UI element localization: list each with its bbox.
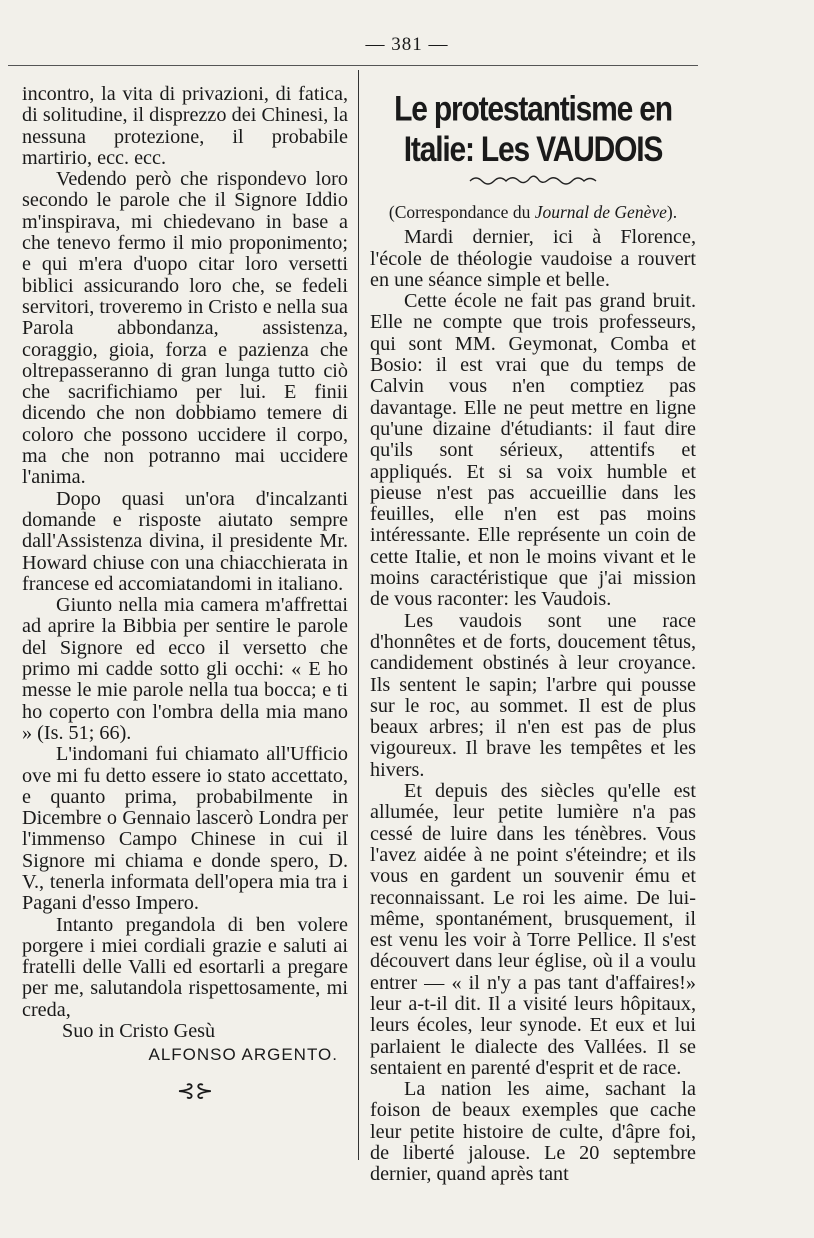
article-title: Le protestantisme en Italie: Les VAUDOIS [394, 90, 672, 170]
page-number: — 381 — [365, 34, 449, 55]
right-paragraph-1: Mardi dernier, ici à Florence, l'école de théologie vaudoise a rouvert en une séance simple et belle. [370, 226, 696, 291]
letter-author: ALFONSO ARGENTO. [148, 1045, 338, 1065]
left-paragraph-3: Dopo quasi un'ora d'incalzanti domande e risposte aiutato sempre dall'Assistenza divina, il presidente Mr. Howard chiuse con una chiacchierata in francese ed accomiatandomi in italiano. [22, 487, 348, 595]
left-column [22, 84, 348, 1101]
right-paragraph-2: Cette école ne fait pas grand bruit. Elle ne compte que trois professeurs, qui sont MM. Geymonat, Comba et Bosio: il est vrai que du temps de Calvin vous n'en comptiez pas davantage. Elle ne peut mettre en ligne qu'une dizaine d'étudiants: il faut dire qu'ils sont sérieux, attentifs et appliqués. Et si sa voix humble et pieuse n'est pas accueillie dans les feuilles, elle n'en est pas moins intéressante. Elle représente un coin de cette Italie, et non le moins vivant et le moins caractéristique que j'ai mission de vous raconter: les Vaudois. [370, 290, 696, 611]
column-divider [358, 70, 359, 1160]
correspondence-line [370, 202, 696, 223]
right-column [370, 84, 696, 1186]
title-flourish-icon [370, 172, 696, 192]
letter-signoff: Suo in Cristo Gesù [62, 1020, 216, 1043]
left-paragraph-5: L'indomani fui chiamato all'Ufficio ove mi fu detto essere io stato accettato, e quanto prima, probabilmente in Dicembre o Gennaio lascerò Londra per l'immenso Campo Chinese in cui il Signore mi chiama e donde spero, D. V., tenerla informata dell'opera mia tra i Pagani d'esso Impero. [22, 743, 348, 915]
end-ornament-icon: ⊰⊱ [176, 1077, 214, 1103]
right-paragraph-5: La nation les aime, sachant la foison de beaux exemples que cache leur petite histoire de culte, d'âpre foi, de liberté jalouse. Le 20 septembre dernier, quand après tant [370, 1078, 696, 1186]
right-paragraph-4: Et depuis des siècles qu'elle est allumée, leur petite lumière n'a pas cessé de luire dans les ténèbres. Vous l'avez aidée à ne point s'éteindre; et ils vous en gardent un souvenir ému et reconnaissant. Le roi les aime. De lui-même, spontanément, brusquement, il est venu les voir à Torre Pellice. Il s'est découvert dans leur église, où il a voulu entrer — « il n'y a pas tant d'affaires!» leur a-t-il dit. Il a visité leurs hôpitaux, leurs écoles, leur synode. Et eux et lui parlaient le dialecte des Vallées. Il se sentaient en parenté d'esprit et de race. [370, 780, 696, 1079]
left-paragraph-6: Intanto pregandola di ben volere porgere i miei cordiali grazie e saluti ai fratelli delle Valli ed esortarli a pregare per me, salutandola rispettosamente, mi creda, [22, 913, 348, 1021]
correspondence-prefix: (Correspondance du [388, 202, 535, 222]
right-paragraph-3: Les vaudois sont une race d'honnêtes et de forts, doucement têtus, candidement obstinés à leur croyance. Ils sentent le sapin; l'arbre qui pousse sur le roc, au sommet. Il est de plus beaux arbres; il n'en est pas de plus vigoureux. Il brave les tempêtes et les hivers. [370, 609, 696, 781]
left-paragraph-4: Giunto nella mia camera m'affrettai ad aprire la Bibbia per sentire le parole del Signore ed ecco il versetto che primo mi cadde sotto gli occhi: « E ho messe le mie parole nella tua bocca; e ti ho coperto con l'ombra della mia mano » (Is. 51; 66). [22, 594, 348, 744]
correspondence-suffix: ). [666, 202, 678, 222]
left-paragraph-1: incontro, la vita di privazioni, di fatica, di solitudine, il disprezzo dei Chinesi, la nessuna protezione, il probabile martirio, ecc. ecc. [22, 83, 348, 169]
header-rule [8, 65, 698, 66]
left-paragraph-2: Vedendo però che rispondevo loro secondo le parole che il Signore Iddio m'inspirava, mi chiedevano in base a che tenevo fermo il mio proponimento; e qui m'era d'uopo citar loro versetti biblici assicurando loro che, se fedeli servitori, troveremo in Cristo e nella sua Parola abbondanza, assistenza, coraggio, gioia, forza e pazienza che oltrepasseranno di gran lunga tutto ciò che sacrifichiamo per lui. E finii dicendo che non dobbiamo temere di coloro che possono uccidere il corpo, ma che non potranno mai uccidere l'anima. [22, 168, 348, 489]
correspondence-source: Journal de Genève [534, 202, 667, 222]
